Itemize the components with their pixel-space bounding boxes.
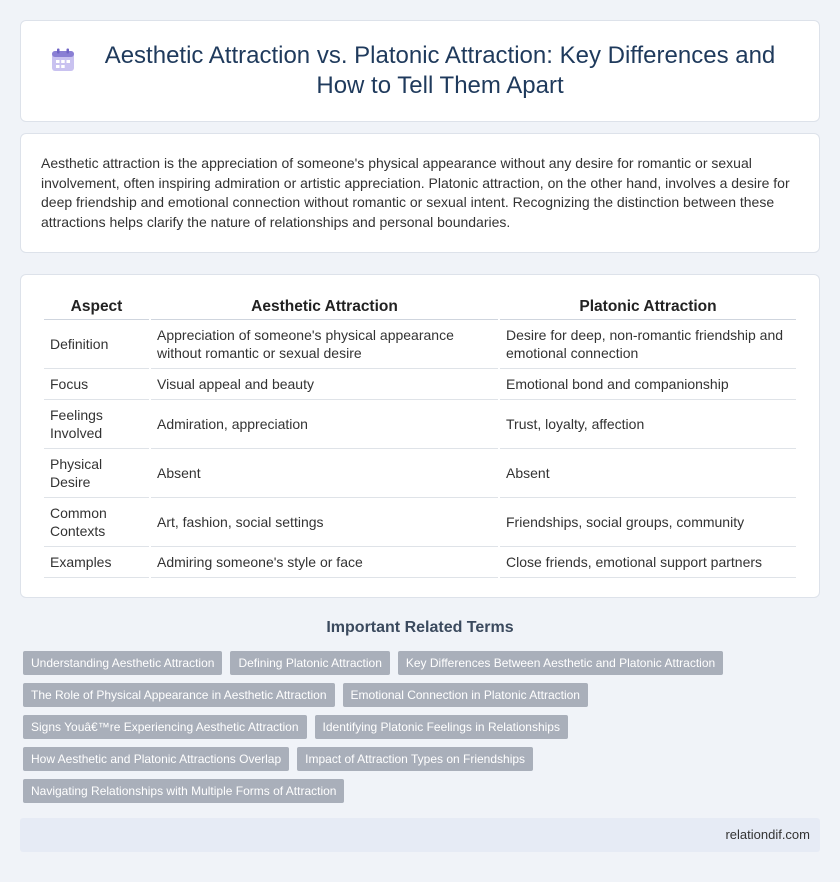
row-aesthetic: Art, fashion, social settings [151, 498, 498, 547]
tag-row [23, 683, 813, 707]
row-aspect: Feelings Involved [44, 400, 149, 449]
column-header-aesthetic: Aesthetic Attraction [151, 293, 498, 320]
title-wrap [50, 41, 790, 101]
row-platonic: Friendships, social groups, community [500, 498, 796, 547]
intro-card [20, 133, 820, 253]
related-term-tag[interactable]: Defining Platonic Attraction [230, 651, 389, 675]
related-term-tag[interactable]: Understanding Aesthetic Attraction [23, 651, 222, 675]
related-term-tag[interactable]: How Aesthetic and Platonic Attractions Overlap [23, 747, 289, 771]
tag-row [23, 715, 813, 739]
row-platonic: Desire for deep, non-romantic friendship and emotional connection [500, 320, 796, 369]
related-term-tag[interactable]: Signs Youâ€™re Experiencing Aesthetic Attraction [23, 715, 307, 739]
row-platonic: Emotional bond and companionship [500, 369, 796, 400]
related-term-tag[interactable]: Key Differences Between Aesthetic and Platonic Attraction [398, 651, 723, 675]
related-terms-title: Important Related Terms [326, 619, 514, 636]
tag-row [23, 651, 813, 675]
row-aspect: Common Contexts [44, 498, 149, 547]
footer-site-name[interactable]: relationdif.com [725, 827, 810, 842]
table-row [44, 498, 796, 547]
related-term-tag[interactable]: Emotional Connection in Platonic Attraction [343, 683, 588, 707]
row-platonic: Trust, loyalty, affection [500, 400, 796, 449]
related-term-tag[interactable]: Navigating Relationships with Multiple Forms of Attraction [23, 779, 344, 803]
row-aspect: Examples [44, 547, 149, 578]
table-header-row [44, 293, 796, 320]
table-row [44, 369, 796, 400]
row-aspect: Definition [44, 320, 149, 369]
table-row [44, 320, 796, 369]
table-row [44, 400, 796, 449]
header-card [20, 20, 820, 122]
row-aesthetic: Absent [151, 449, 498, 498]
row-aspect: Focus [44, 369, 149, 400]
row-platonic: Absent [500, 449, 796, 498]
table-row [44, 547, 796, 578]
row-aesthetic: Appreciation of someone's physical appearance without romantic or sexual desire [151, 320, 498, 369]
row-aesthetic: Admiring someone's style or face [151, 547, 498, 578]
comparison-table-card [20, 274, 820, 598]
row-platonic: Close friends, emotional support partners [500, 547, 796, 578]
comparison-table [42, 293, 798, 578]
related-term-tag[interactable]: Identifying Platonic Feelings in Relationships [315, 715, 568, 739]
related-term-tag[interactable]: Impact of Attraction Types on Friendships [297, 747, 533, 771]
calendar-icon [50, 47, 76, 73]
row-aesthetic: Admiration, appreciation [151, 400, 498, 449]
tag-row [23, 747, 813, 771]
page-title: Aesthetic Attraction vs. Platonic Attraction: Key Differences and How to Tell Them Apart [104, 42, 776, 99]
related-term-tag[interactable]: The Role of Physical Appearance in Aesthetic Attraction [23, 683, 335, 707]
related-terms-list [23, 651, 813, 811]
tag-row [23, 779, 813, 803]
column-header-platonic: Platonic Attraction [500, 293, 796, 320]
table-row [44, 449, 796, 498]
row-aspect: Physical Desire [44, 449, 149, 498]
row-aesthetic: Visual appeal and beauty [151, 369, 498, 400]
intro-paragraph: Aesthetic attraction is the appreciation of someone's physical appearance without any desire for romantic or sexual involvement, often inspiring admiration or artistic appreciation. Platonic attraction, on the other hand, involves a desire for deep friendship and emotional connection without romantic or sexual intent. Recognizing the distinction between these attractions helps clarify the nature of relationships and personal boundaries. [41, 155, 790, 230]
footer [20, 818, 820, 852]
column-header-aspect: Aspect [44, 293, 149, 320]
